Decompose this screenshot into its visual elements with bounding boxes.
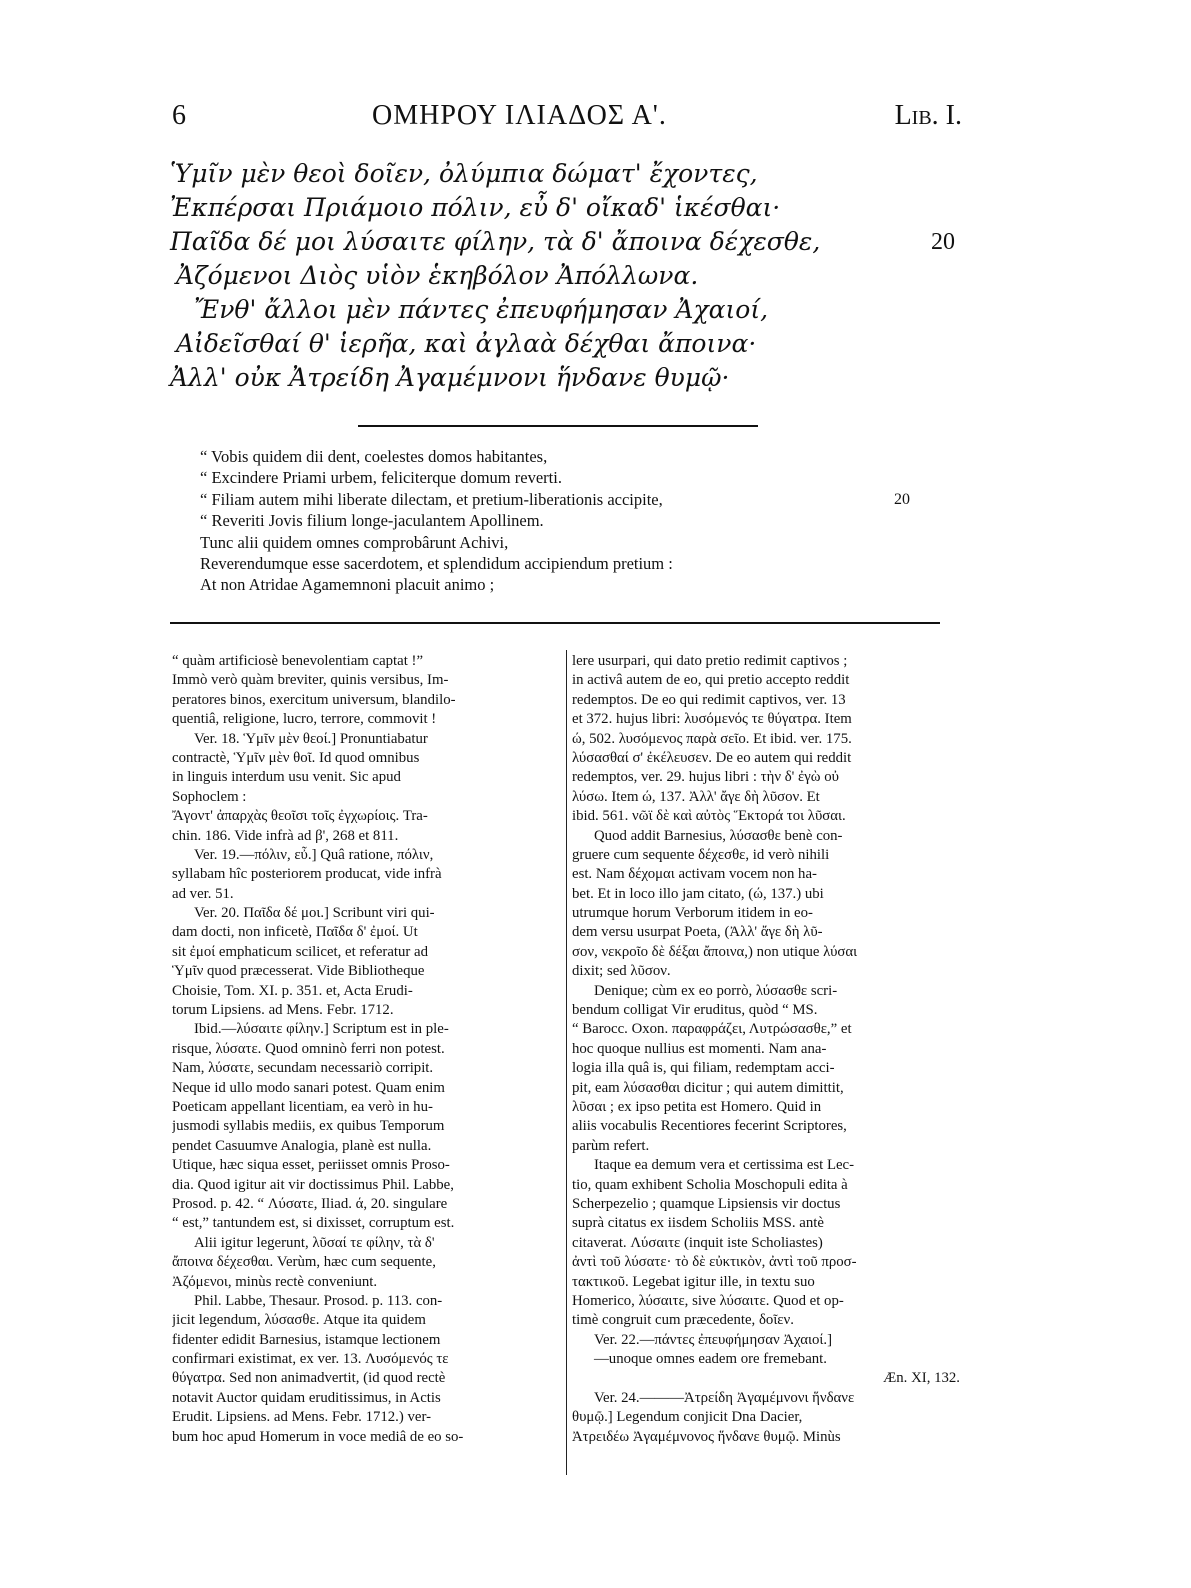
note-line: Scherpezelio ; quamque Lipsiensis vir doctus: [572, 1195, 841, 1212]
note-line: σον, νεκροῖο δὲ δέξαι ἄποινα,) non utique λύσαι: [572, 943, 858, 960]
note-line: in activâ autem de eo, qui pretio accepto reddit: [572, 672, 850, 689]
latin-line: “ Reveriti Jovis filium longe-jaculantem Apollinem.: [200, 511, 544, 531]
notes-left-column: [172, 652, 560, 1447]
book-label: Lib. I.: [894, 100, 962, 131]
note-line: jicit legendum, λύσασθε. Atque ita quidem: [172, 1312, 426, 1329]
note-line: Ἀζόμενοι, minùs rectè conveniunt.: [172, 1273, 378, 1290]
note-line: ad ver. 51.: [172, 885, 234, 902]
note-line: τακτικοῦ. Legebat igitur ille, in textu suo: [572, 1273, 815, 1290]
note-line: peratores binos, exercitum universum, blandilo-: [172, 691, 456, 708]
note-line: jusmodi syllabis mediis, ex quibus Temporum: [172, 1118, 445, 1135]
note-line: Nam, λύσατε, secundam necessariò corripit.: [172, 1060, 434, 1077]
note-line: Ἀτρειδέω Ἀγαμέμνονος ἥνδανε θυμῷ. Minùs: [572, 1428, 841, 1445]
latin-line: “ Excindere Priami urbem, feliciterque domum reverti.: [200, 468, 562, 488]
note-line: risque, λύσατε. Quod omninò ferri non potest.: [172, 1040, 445, 1057]
note-line: hoc quoque nullius est momenti. Nam ana-: [572, 1040, 827, 1057]
note-line: gruere cum sequente δέχεσθε, id verò nihili: [572, 846, 830, 863]
note-line: Homerico, λύσαιτε, sive λύσαιτε. Quod et op-: [572, 1292, 844, 1309]
note-line: dam docti, non inficetè, Παῖδα δ' ἐμοί. Ut: [172, 924, 418, 941]
note-line: dia. Quod igitur ait vir doctissimus Phil. Labbe,: [172, 1176, 454, 1193]
greek-line: Ἀζόμενοι Διὸς υἱὸν ἑκηβόλον Ἀπόλλωνα.: [176, 261, 699, 290]
note-line: suprà citatus ex iisdem Scholiis MSS. antè: [572, 1215, 824, 1232]
note-line: —unoque omnes eadem ore fremebant.: [594, 1351, 827, 1368]
note-line: λῦσαι ; ex ipso petita est Homero. Quid in: [572, 1098, 822, 1115]
note-line: fidenter edidit Barnesius, istamque lectionem: [172, 1331, 441, 1348]
page-title: ΟΜΗΡΟΥ ΙΛΙΑΔΟΣ Α'.: [372, 100, 667, 131]
note-line: “ Barocc. Oxon. παραφράζει, Λυτρώσασθε,” et: [572, 1021, 852, 1038]
note-line: Alii igitur legerunt, λῦσαί τε φίλην, τὰ δ': [194, 1234, 435, 1251]
note-line: λύσω. Item ώ, 137. Ἀλλ' ἄγε δὴ λῦσον. Et: [572, 788, 820, 805]
note-line: timè congruit cum præcedente, δοῖεν.: [572, 1312, 794, 1329]
note-line: bum hoc apud Homerum in voce mediâ de eo so-: [172, 1428, 464, 1445]
note-line: Choisie, Tom. XI. p. 351. et, Acta Erudi-: [172, 982, 413, 999]
line-number: 20: [894, 490, 910, 508]
note-line: λύσασθαί σ' ἐκέλευσεν. De eo autem qui reddit: [572, 749, 852, 766]
note-line: redemptos, ver. 29. hujus libri : τὴν δ' ἐγὼ οὐ: [572, 769, 839, 786]
note-line: dem versu usurpat Poeta, (Ἀλλ' ἄγε δὴ λῦ-: [572, 924, 823, 941]
note-line: pit, eam λύσασθαι dicitur ; qui autem dimittit,: [572, 1079, 844, 1096]
note-line: “ quàm artificiosè benevolentiam captat !”: [172, 653, 424, 669]
note-line: tio, quam exhibent Scholia Moschopuli edita à: [572, 1176, 848, 1193]
note-line: Ἄγοντ' ἀπαρχὰς θεοῖσι τοῖς ἐγχωρίοις. Tra-: [172, 808, 428, 825]
note-line: bendum colligat Vir eruditus, quòd “ MS.: [572, 1002, 818, 1019]
latin-line: Reverendumque esse sacerdotem, et splendidum accipiendum pretium :: [200, 553, 673, 573]
note-line: et 372. hujus libri: λυσόμενός τε θύγατρα. Item: [572, 711, 852, 728]
note-line: in linguis interdum usu venit. Sic apud: [172, 769, 401, 786]
note-line: ἀντὶ τοῦ λύσατε· τὸ δὲ εὐκτικὸν, ἀντὶ τοῦ προσ-: [572, 1254, 857, 1271]
note-line: Ὑμῖν quod præcesserat. Vide Bibliotheque: [172, 963, 425, 980]
latin-line: “ Filiam autem mihi liberate dilectam, et pretium-liberationis accipite,: [200, 489, 663, 509]
note-line: syllabam hîc posteriorem producat, vide infrà: [172, 866, 442, 883]
note-line: Denique; cùm ex eo porrò, λύσασθε scri-: [594, 982, 838, 999]
greek-line: Αἰδεῖσθαί θ' ἱερῆα, καὶ ἀγλαὰ δέχθαι ἄποινα·: [176, 329, 757, 358]
note-line: θύγατρα. Sed non animadvertit, (id quod rectè: [172, 1370, 446, 1387]
notes-rule: [170, 622, 940, 624]
page-number: 6: [172, 100, 186, 131]
note-line: ibid. 561. νῶϊ δὲ καὶ αὐτὸς Ἕκτορά τοι λῦσαι.: [572, 808, 846, 825]
note-line: ώ, 502. λυσόμενος παρὰ σεῖο. Et ibid. ver. 175.: [572, 730, 852, 747]
greek-line: Ἀλλ' οὐκ Ἀτρείδη Ἀγαμέμνονι ἥνδανε θυμῷ·: [170, 363, 730, 392]
note-line: torum Lipsiens. ad Mens. Febr. 1712.: [172, 1002, 394, 1019]
note-line: est. Nam δέχομαι activam vocem non ha-: [572, 866, 817, 883]
note-line: notavit Auctor quidam eruditissimus, in Actis: [172, 1389, 441, 1406]
note-line: Ver. 22.—πάντες ἐπευφήμησαν Ἀχαιοί.]: [594, 1331, 833, 1348]
note-line: redemptos. De eo qui redimit captivos, ver. 13: [572, 691, 846, 708]
note-line: pendet Casuumve Analogia, planè est nulla.: [172, 1137, 432, 1154]
note-line: Erudit. Lipsiens. ad Mens. Febr. 1712.) ver-: [172, 1409, 432, 1426]
note-line: Neque id ullo modo sanari potest. Quam enim: [172, 1079, 445, 1096]
greek-line: Ὑμῖν μὲν θεοὶ δοῖεν, ὀλύμπια δώματ' ἔχοντες,: [170, 159, 758, 188]
note-line: aliis vocabulis Recentiores fecerint Scriptores,: [572, 1118, 847, 1135]
greek-verse-block: [170, 157, 955, 395]
note-line: Ver. 19.—πόλιν, εὖ.] Quâ ratione, πόλιν,: [194, 846, 434, 863]
notes-right-column: [572, 652, 960, 1447]
note-line: sit ἐμοί emphaticum scilicet, et referatur ad: [172, 943, 429, 960]
note-line: parùm refert.: [572, 1137, 650, 1154]
section-rule: [358, 425, 758, 427]
note-line: dixit; sed λῦσον.: [572, 963, 671, 980]
note-line: chin. 186. Vide infrà ad β', 268 et 811.: [172, 827, 399, 844]
running-header: [172, 100, 962, 140]
note-line: Quod addit Barnesius, λύσασθε benè con-: [594, 827, 843, 844]
note-line: quentiâ, religione, lucro, terrore, commovit !: [172, 711, 437, 728]
note-line: contractè, Ὑμῖν μὲν θοῖ. Id quod omnibus: [172, 749, 420, 766]
note-line: Ibid.—λύσαιτε φίλην.] Scriptum est in ple-: [194, 1021, 449, 1038]
note-line: θυμῷ.] Legendum conjicit Dna Dacier,: [572, 1409, 803, 1426]
note-line: bet. Et in loco illo jam citato, (ώ, 137.) ubi: [572, 885, 824, 902]
note-line: Phil. Labbe, Thesaur. Prosod. p. 113. con-: [194, 1292, 443, 1309]
latin-translation-block: [200, 446, 910, 596]
note-line: Æn. XI, 132.: [883, 1370, 960, 1387]
note-line: Immò verò quàm breviter, quinis versibus, Im-: [172, 672, 449, 689]
note-line: utrumque horum Verborum itidem in eo-: [572, 905, 813, 922]
note-line: Sophoclem :: [172, 788, 247, 805]
note-line: Itaque ea demum vera et certissima est Lec-: [594, 1157, 855, 1174]
latin-line: Tunc alii quidem omnes comprobârunt Achivi,: [200, 532, 509, 552]
greek-line: Ἐκπέρσαι Πριάμοιο πόλιν, εὖ δ' οἴκαδ' ἱκέσθαι·: [170, 193, 781, 222]
latin-line: “ Vobis quidem dii dent, coelestes domos habitantes,: [200, 447, 548, 466]
latin-line-numbered: [200, 489, 910, 510]
note-line: Ver. 20. Παῖδα δέ μοι.] Scribunt viri qui-: [194, 905, 435, 922]
note-line: confirmari existimat, ex ver. 13. Λυσόμενός τε: [172, 1351, 449, 1368]
note-line: ἄποινα δέχεσθαι. Verùm, hæc cum sequente,: [172, 1254, 436, 1271]
latin-line: At non Atridae Agamemnoni placuit animo ;: [200, 575, 495, 595]
note-line: Ver. 18. Ὑμῖν μὲν θεοί.] Pronuntiabatur: [194, 730, 428, 747]
greek-line: Παῖδα δέ μοι λύσαιτε φίλην, τὰ δ' ἄποινα δέχεσθε,: [170, 227, 821, 256]
note-line: logia illa quâ is, qui filiam, redemptam acci-: [572, 1060, 835, 1077]
note-line: Poeticam appellant licentiam, ea verò in hu-: [172, 1098, 433, 1115]
greek-line: Ἔνθ' ἄλλοι μὲν πάντες ἐπευφήμησαν Ἀχαιοί,: [194, 295, 769, 324]
note-line: lere usurpari, qui dato pretio redimit captivos ;: [572, 653, 848, 669]
note-line: Prosod. p. 42. “ Λύσατε, Iliad. ά, 20. singulare: [172, 1195, 448, 1212]
note-line: Utique, hæc siqua esset, periisset omnis Proso-: [172, 1157, 450, 1174]
note-line: citaverat. Λύσαιτε (inquit iste Scholiastes): [572, 1234, 823, 1251]
greek-line-numbered: [170, 225, 955, 259]
note-line: Ver. 24.———Ἀτρείδη Ἀγαμέμνονι ἥνδανε: [594, 1389, 855, 1406]
line-number: 20: [931, 229, 955, 255]
column-divider: [566, 650, 567, 1475]
note-line: “ est,” tantundem est, si dixisset, corruptum est.: [172, 1215, 455, 1232]
